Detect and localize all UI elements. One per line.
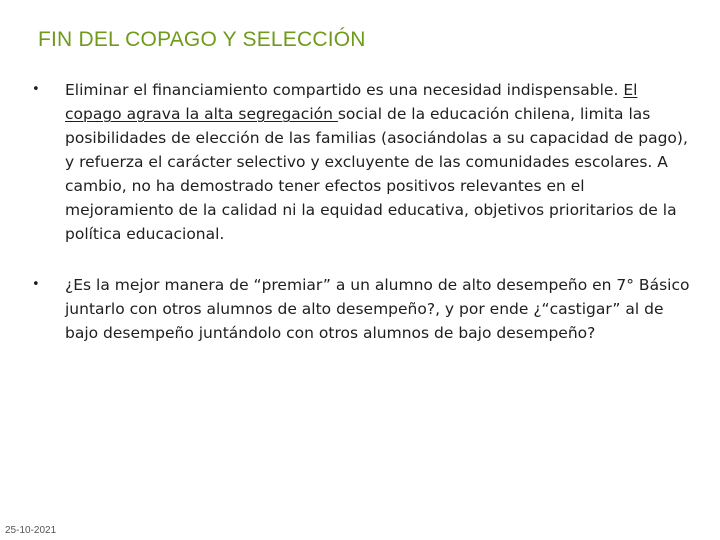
bullet-text: ¿Es la mejor manera de “premiar” a un alumno de alto desempeño en 7° Básico juntarlo con otros alumnos de alto desempeño?, y por ende ¿“castigar” al de bajo desempeño juntándolo con otros alumnos de bajo desempeño? <box>65 276 690 342</box>
underlined-text: El copago agrava la alta segregación <box>65 81 638 123</box>
bullet-item-1 <box>30 78 698 246</box>
bullet-list <box>30 78 698 345</box>
bullet-item-2 <box>30 273 698 345</box>
bullet-marker: • <box>32 82 40 97</box>
footer-date: 25-10-2021 <box>5 525 57 536</box>
slide-title: FIN DEL COPAGO Y SELECCIÓN <box>38 28 366 51</box>
bullet-text-part: Eliminar el financiamiento compartido es una necesidad indispensable. <box>65 81 624 99</box>
bullet-text <box>65 81 688 243</box>
bullet-text-part: social de la educación chilena, limita las posibilidades de elección de las familias (asociándolas a su capacidad de pago), y refuerza el carácter selectivo y excluyente de las comunidades escolares. A cambio, no ha demostrado tener efectos positivos relevantes en el mejoramiento de la calidad ni la equidad educativa, objetivos prioritarios de la política educacional. <box>65 105 688 243</box>
bullet-marker: • <box>32 277 40 292</box>
